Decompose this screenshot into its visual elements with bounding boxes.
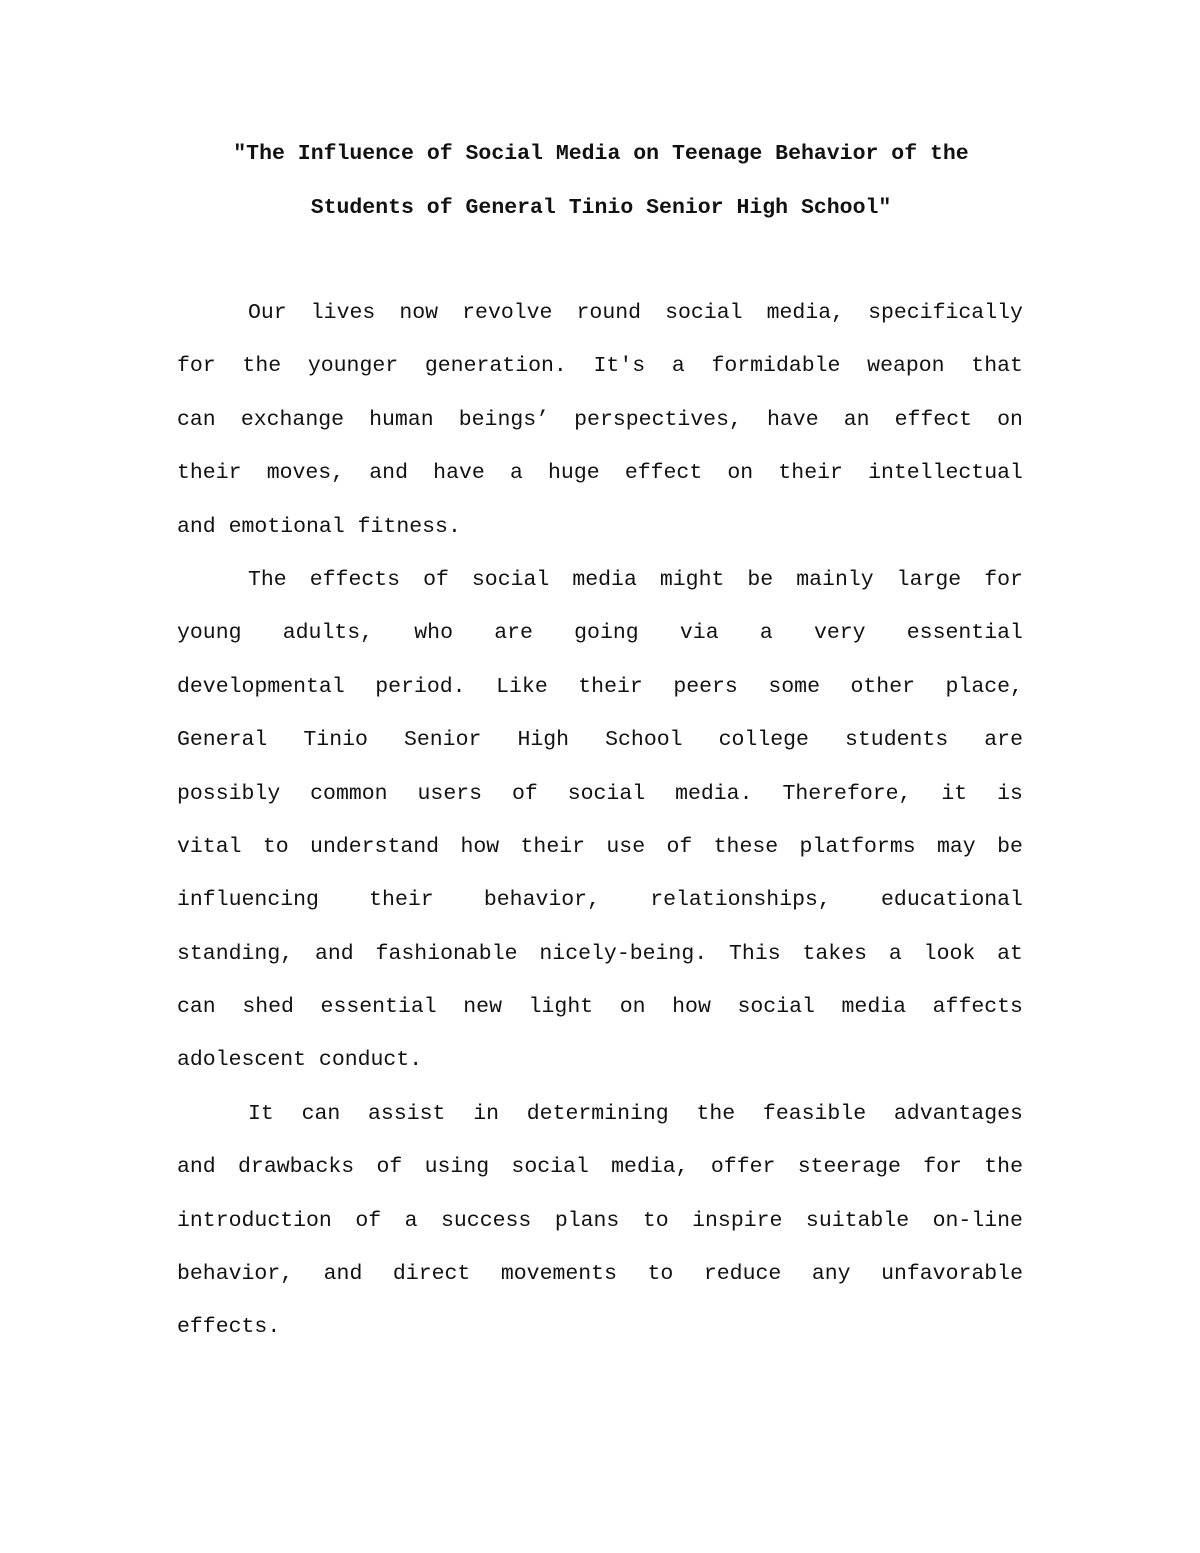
word: exchange (240, 407, 345, 432)
word: going (574, 621, 639, 646)
word: intellectual (868, 461, 1023, 486)
word: formidable (711, 354, 841, 379)
word: on-line (932, 1208, 1023, 1233)
word: college (718, 728, 809, 753)
word: is (997, 781, 1023, 806)
word: a (404, 1208, 418, 1233)
word: for (923, 1155, 962, 1180)
word: steerage (797, 1155, 901, 1180)
paragraph-line (177, 821, 1023, 874)
word: revolve (462, 301, 553, 325)
word: at (997, 941, 1023, 966)
word: perspectives, (574, 407, 742, 432)
word: social (567, 781, 646, 806)
word: any (811, 1262, 851, 1287)
word: on (619, 995, 646, 1020)
word: their (778, 461, 843, 486)
word: have (766, 407, 819, 432)
word: to (642, 1208, 669, 1233)
word: be (747, 567, 774, 592)
word: inspire (692, 1208, 783, 1233)
word: and (369, 461, 408, 486)
paragraph-line (177, 340, 1023, 393)
paragraph-line: and emotional fitness. (177, 514, 461, 539)
word: Like (496, 674, 548, 699)
word: behavior, (177, 1262, 294, 1287)
word: place, (945, 674, 1023, 699)
word: suitable (805, 1208, 910, 1233)
word: may (937, 834, 976, 859)
word: round (576, 301, 642, 325)
word: The (248, 567, 287, 592)
paragraph-1 (177, 287, 1023, 554)
word: lives (310, 301, 376, 325)
word: a (509, 461, 523, 486)
word: can (177, 407, 216, 432)
word: of (376, 1155, 403, 1180)
paragraph-line: adolescent conduct. (177, 1048, 423, 1073)
word: standing, (177, 941, 294, 966)
word: social (471, 567, 550, 592)
word: platforms (799, 834, 916, 859)
word: that (971, 354, 1023, 379)
word: generation. (424, 354, 567, 379)
word: Senior (403, 728, 482, 753)
word: on (727, 461, 754, 486)
word: media (841, 995, 907, 1020)
word: effect (894, 407, 973, 432)
word: assist (368, 1101, 446, 1126)
word: new (463, 995, 502, 1020)
word: other (850, 674, 916, 699)
word: fashionable (375, 941, 518, 966)
document-title (178, 128, 1024, 235)
word: their (520, 834, 586, 859)
word: to (647, 1262, 674, 1287)
word: are (494, 621, 533, 646)
word: shed (242, 995, 294, 1020)
word: young (177, 621, 242, 646)
paragraph-line (177, 394, 1023, 447)
paragraph-line (177, 874, 1023, 927)
paragraph-line (177, 768, 1023, 821)
word: very (813, 621, 866, 646)
paragraph-line (177, 607, 1023, 660)
word: social (665, 301, 743, 325)
word: how (672, 995, 711, 1020)
word: media, (611, 1155, 689, 1180)
word: of (666, 834, 693, 859)
paragraph-line (177, 1248, 1023, 1301)
word: huge (548, 461, 600, 486)
word: their (177, 461, 242, 486)
word: of (511, 781, 538, 806)
word: for (177, 354, 216, 379)
word: common (310, 781, 388, 806)
paragraph-line (177, 1195, 1023, 1248)
word: affects (932, 995, 1023, 1020)
word: of (423, 567, 449, 592)
word: be (997, 834, 1023, 859)
word: it (941, 781, 968, 806)
word: essential (320, 995, 437, 1020)
word: via (679, 621, 719, 646)
word: effect (624, 461, 703, 486)
word: Therefore, (782, 781, 912, 806)
paragraph-line (177, 661, 1023, 714)
word: the (696, 1101, 736, 1126)
paragraph-3 (177, 1088, 1023, 1355)
word: influencing (177, 888, 319, 913)
title-line-1: "The Influence of Social Media on Teenage Behavior of the (233, 142, 969, 166)
word: reduce (703, 1262, 782, 1287)
word: It (248, 1101, 274, 1126)
word: media. (675, 781, 753, 806)
paragraph-line (177, 928, 1023, 981)
word: drawbacks (238, 1155, 355, 1180)
paragraph-line (177, 714, 1023, 767)
paragraph-line (177, 981, 1023, 1034)
word: to (262, 834, 289, 859)
word: in (473, 1101, 500, 1126)
word: specifically (868, 301, 1023, 325)
word: can (177, 995, 216, 1020)
word: behavior, (483, 888, 600, 913)
word: media, (766, 301, 845, 325)
word: now (399, 301, 439, 325)
document-body (177, 287, 1023, 1355)
paragraph-line (177, 1141, 1023, 1194)
word: users (417, 781, 483, 806)
paragraph-line (177, 447, 1023, 500)
word: these (713, 834, 779, 859)
word: large (896, 567, 962, 592)
word: Our (248, 301, 287, 325)
word: a (759, 621, 773, 646)
paragraph-line (177, 1088, 1023, 1141)
word: effects (309, 567, 401, 592)
word: peers (673, 674, 738, 699)
word: the (984, 1155, 1023, 1180)
word: using (424, 1155, 490, 1180)
word: introduction (177, 1208, 332, 1233)
word: use (606, 834, 646, 859)
word: weapon (867, 354, 945, 379)
word: their (578, 674, 643, 699)
word: and (315, 941, 354, 966)
word: some (768, 674, 820, 699)
word: light (528, 995, 594, 1020)
paragraph-line (177, 554, 1023, 607)
word: possibly (177, 781, 281, 806)
word: are (984, 728, 1023, 753)
word: Tinio (303, 728, 368, 753)
word: beings’ (458, 407, 550, 432)
word: of (355, 1208, 382, 1233)
word: understand (310, 834, 440, 859)
word: offer (710, 1155, 776, 1180)
word: have (433, 461, 485, 486)
word: nicely-being. (539, 941, 708, 966)
word: success (441, 1208, 532, 1233)
word: This (729, 941, 781, 966)
word: adults, (282, 621, 374, 646)
word: social (511, 1155, 589, 1180)
word: unfavorable (881, 1262, 1023, 1287)
word: School (605, 728, 683, 753)
word: essential (906, 621, 1023, 646)
word: period. (375, 674, 466, 699)
word: mainly (796, 567, 874, 592)
paragraph-line: effects. (177, 1315, 281, 1340)
word: educational (881, 888, 1023, 913)
word: vital (177, 834, 242, 859)
word: media (572, 567, 637, 592)
word: how (460, 834, 500, 859)
word: feasible (762, 1101, 867, 1126)
word: moves, (266, 461, 345, 486)
paragraph-2 (177, 554, 1023, 1088)
word: developmental (177, 674, 345, 699)
word: for (984, 567, 1023, 592)
word: and (177, 1155, 216, 1180)
paragraph-line (177, 287, 1023, 340)
word: movements (500, 1262, 617, 1287)
word: the (242, 354, 282, 379)
word: who (414, 621, 453, 646)
word: look (923, 941, 976, 966)
word: takes (802, 941, 868, 966)
word: It's (593, 354, 646, 379)
title-line-2: Students of General Tinio Senior High School" (310, 195, 892, 220)
word: can (301, 1101, 341, 1126)
word: a (671, 354, 685, 379)
word: an (843, 407, 870, 432)
word: General (177, 728, 268, 753)
word: direct (392, 1262, 471, 1287)
word: and (323, 1262, 363, 1287)
word: might (659, 567, 725, 592)
word: a (888, 941, 902, 966)
word: advantages (893, 1101, 1023, 1126)
word: students (845, 728, 949, 753)
word: social (737, 995, 815, 1020)
word: younger (307, 354, 399, 379)
word: High (517, 728, 570, 753)
word: on (997, 407, 1023, 432)
word: plans (554, 1208, 620, 1233)
word: human (369, 407, 434, 432)
word: determining (526, 1101, 669, 1126)
word: their (369, 888, 434, 913)
word: relationships, (650, 888, 831, 913)
